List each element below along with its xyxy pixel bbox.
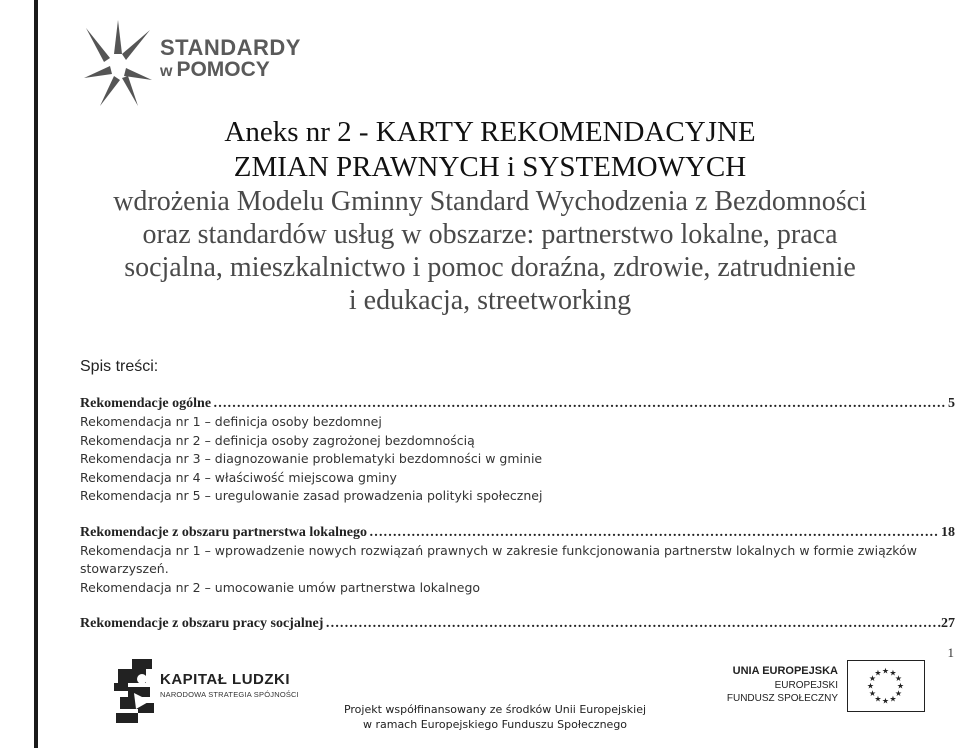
- toc-item[interactable]: Rekomendacja nr 2 – definicja osoby zagrożonej bezdomnością: [80, 432, 475, 448]
- eu-star-icon: ★: [866, 681, 875, 691]
- toc-gap: [80, 597, 955, 615]
- page-number: 1: [947, 645, 954, 660]
- star-logo-icon: [80, 18, 156, 108]
- toc-section-title: Rekomendacje z obszaru pracy socjalnej: [80, 616, 324, 631]
- cofinancing-note: [330, 702, 660, 732]
- toc-item[interactable]: Rekomendacja nr 4 – właściwość miejscowa gminy: [80, 469, 397, 485]
- cofinancing-line-2: w ramach Europejskiego Funduszu Społecznego: [362, 718, 628, 731]
- toc-item[interactable]: Rekomendacja nr 1 – definicja osoby bezdomnej: [80, 414, 382, 429]
- toc-section-entry[interactable]: [80, 524, 955, 542]
- title-line: ZMIAN PRAWNYCH i SYSTEMOWYCH: [233, 151, 747, 183]
- logo-line-2: [160, 58, 270, 82]
- cofinancing-line-1: Projekt współfinansowany ze środków Unii Europejskiej: [343, 703, 647, 716]
- toc-dot-leader: [369, 524, 939, 542]
- eu-star-icon: ★: [894, 689, 903, 698]
- toc-heading: Spis treści:: [80, 358, 159, 375]
- toc-item[interactable]: Rekomendacja nr 1 – wprowadzenie nowych rozwiązań prawnych w zakresie funkcjonowania partnerstw lokalnych w formie związków stowarzyszeń.: [80, 542, 917, 576]
- title-line: Aneks nr 2 - KARTY REKOMENDACYJNE: [224, 116, 756, 148]
- eu-star-icon: ★: [868, 689, 877, 698]
- toc-item[interactable]: Rekomendacja nr 5 – uregulowanie zasad prowadzenia polityki społecznej: [80, 488, 543, 503]
- title-line: wdrożenia Modelu Gminny Standard Wychodzenia z Bezdomności: [113, 186, 867, 217]
- toc-section-page: .27: [937, 616, 955, 631]
- eu-star-icon: ★: [868, 674, 877, 683]
- eu-esf-logo: [726, 660, 930, 715]
- eu-star-icon: ★: [881, 696, 890, 706]
- eu-star-icon: ★: [889, 694, 897, 704]
- eu-star-icon: ★: [881, 666, 890, 676]
- toc-section-title: Rekomendacje ogólne: [80, 396, 212, 411]
- title-line: socjalna, mieszkalnictwo i pomoc doraźna, zdrowie, zatrudnienie: [124, 252, 856, 283]
- logo-line-2-text: POMOCY: [176, 58, 270, 81]
- eu-star-icon: ★: [896, 681, 905, 691]
- logo-line-2-prefix: w: [160, 63, 173, 80]
- toc-section-title: Rekomendacje z obszaru partnerstwa lokalnego: [80, 524, 367, 540]
- title-line: oraz standardów usług w obszarze: partnerstwo lokalne, praca: [142, 219, 838, 250]
- eu-star-icon: ★: [889, 668, 897, 678]
- standardy-w-pomocy-logo: [80, 18, 300, 108]
- eu-logo-line-1: UNIA EUROPEJSKA: [732, 665, 838, 677]
- eu-logo-line-3: FUNDUSZ SPOŁECZNY: [726, 693, 838, 704]
- title-line: i edukacja, streetworking: [348, 285, 632, 316]
- toc-dot-leader: [213, 395, 946, 413]
- toc-section-page: 18: [941, 524, 955, 540]
- kapital-ludzki-title: KAPITAŁ LUDZKI: [160, 671, 291, 688]
- toc-gap: [80, 506, 955, 524]
- eu-logo-line-2: EUROPEJSKI: [774, 680, 838, 691]
- kapital-ludzki-logo: [112, 655, 312, 730]
- kapital-ludzki-emblem-icon: [112, 657, 158, 727]
- eu-star-icon: ★: [894, 674, 903, 683]
- eu-star-icon: ★: [874, 668, 882, 678]
- kapital-ludzki-subtitle: NARODOWA STRATEGIA SPÓJNOŚCI: [160, 690, 299, 699]
- eu-stars-circle: [848, 661, 923, 710]
- eu-flag-icon: [847, 660, 925, 712]
- toc-item[interactable]: Rekomendacja nr 3 – diagnozowanie problematyki bezdomności w gminie: [80, 451, 543, 466]
- table-of-contents: [80, 395, 955, 633]
- logo-line-1: STANDARDY: [160, 35, 301, 60]
- toc-section-page: 5: [948, 396, 955, 411]
- toc-dot-leader: [325, 615, 935, 633]
- left-margin-rule: [34, 0, 38, 748]
- toc-section-entry[interactable]: [80, 395, 955, 413]
- toc-item[interactable]: Rekomendacja nr 2 – umocowanie umów partnerstwa lokalnego: [80, 579, 481, 595]
- toc-section-entry[interactable]: [80, 615, 955, 633]
- document-title: [60, 115, 920, 317]
- eu-star-icon: ★: [874, 694, 882, 704]
